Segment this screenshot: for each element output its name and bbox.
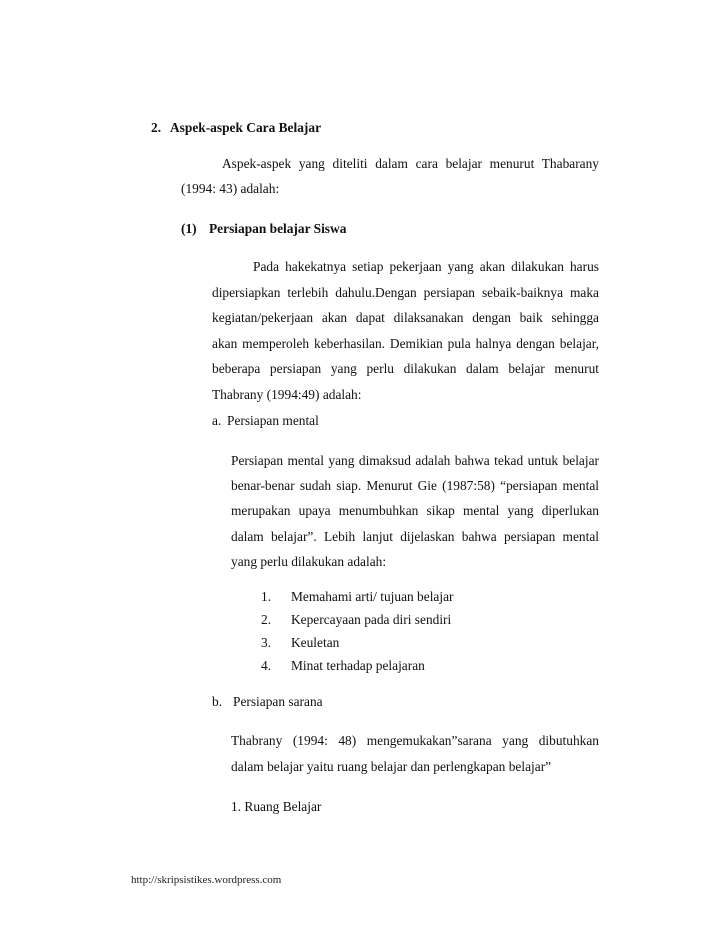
list-item-number: 4. [261, 658, 272, 673]
item-b-label: b. [212, 694, 223, 709]
paragraph-line: Thabrany (1994:49) adalah: [212, 387, 362, 402]
list-item-number: 1. [261, 589, 272, 604]
sub-heading: 1. Ruang Belajar [231, 799, 322, 814]
paragraph-line: merupakan upaya menumbuhkan sikap mental yang diperlukan [231, 503, 599, 518]
list-item-text: Keuletan [291, 635, 340, 650]
item-b-title: Persiapan sarana [233, 694, 323, 709]
item-a-label: a. [212, 413, 222, 428]
subsection-number: (1) [181, 221, 197, 236]
paragraph-line: benar-benar sudah siap. Menurut Gie (1987:58) “persiapan mental [231, 478, 599, 493]
list-item-text: Kepercayaan pada diri sendiri [291, 612, 452, 627]
paragraph-line: yang perlu dilakukan adalah: [231, 554, 387, 569]
paragraph-line: Thabrany (1994: 48) mengemukakan”sarana yang dibutuhkan [231, 733, 599, 748]
list-item-text: Memahami arti/ tujuan belajar [291, 589, 454, 604]
subsection-title: Persiapan belajar Siswa [209, 221, 347, 236]
paragraph-line: dalam belajar”. Lebih lanjut dijelaskan bahwa persiapan mental [231, 529, 599, 544]
intro-line: (1994: 43) adalah: [181, 181, 280, 196]
item-a-title: Persiapan mental [227, 413, 319, 428]
paragraph-line: akan memperoleh keberhasilan. Demikian pula halnya dengan belajar, [212, 336, 599, 351]
list-item-number: 3. [261, 635, 272, 650]
section-title: Aspek-aspek Cara Belajar [170, 120, 322, 135]
footer-url[interactable]: http://skripsistikes.wordpress.com [131, 874, 282, 886]
paragraph-line: dipersiapkan terlebih dahulu.Dengan persiapan sebaik-baiknya maka [212, 285, 599, 300]
list-item-number: 2. [261, 612, 272, 627]
paragraph-line: beberapa persiapan yang perlu dilakukan dalam belajar menurut [212, 361, 599, 376]
paragraph-line: dalam belajar yaitu ruang belajar dan perlengkapan belajar” [231, 759, 552, 774]
paragraph-line: Persiapan mental yang dimaksud adalah bahwa tekad untuk belajar [231, 453, 599, 468]
list-item-text: Minat terhadap pelajaran [291, 658, 425, 673]
intro-line: Aspek-aspek yang diteliti dalam cara belajar menurut Thabarany [222, 156, 599, 171]
section-number: 2. [151, 120, 162, 135]
paragraph-line: Pada hakekatnya setiap pekerjaan yang akan dilakukan harus [253, 259, 599, 274]
paragraph-line: kegiatan/pekerjaan akan dapat dilaksanakan dengan baik sehingga [212, 310, 599, 325]
